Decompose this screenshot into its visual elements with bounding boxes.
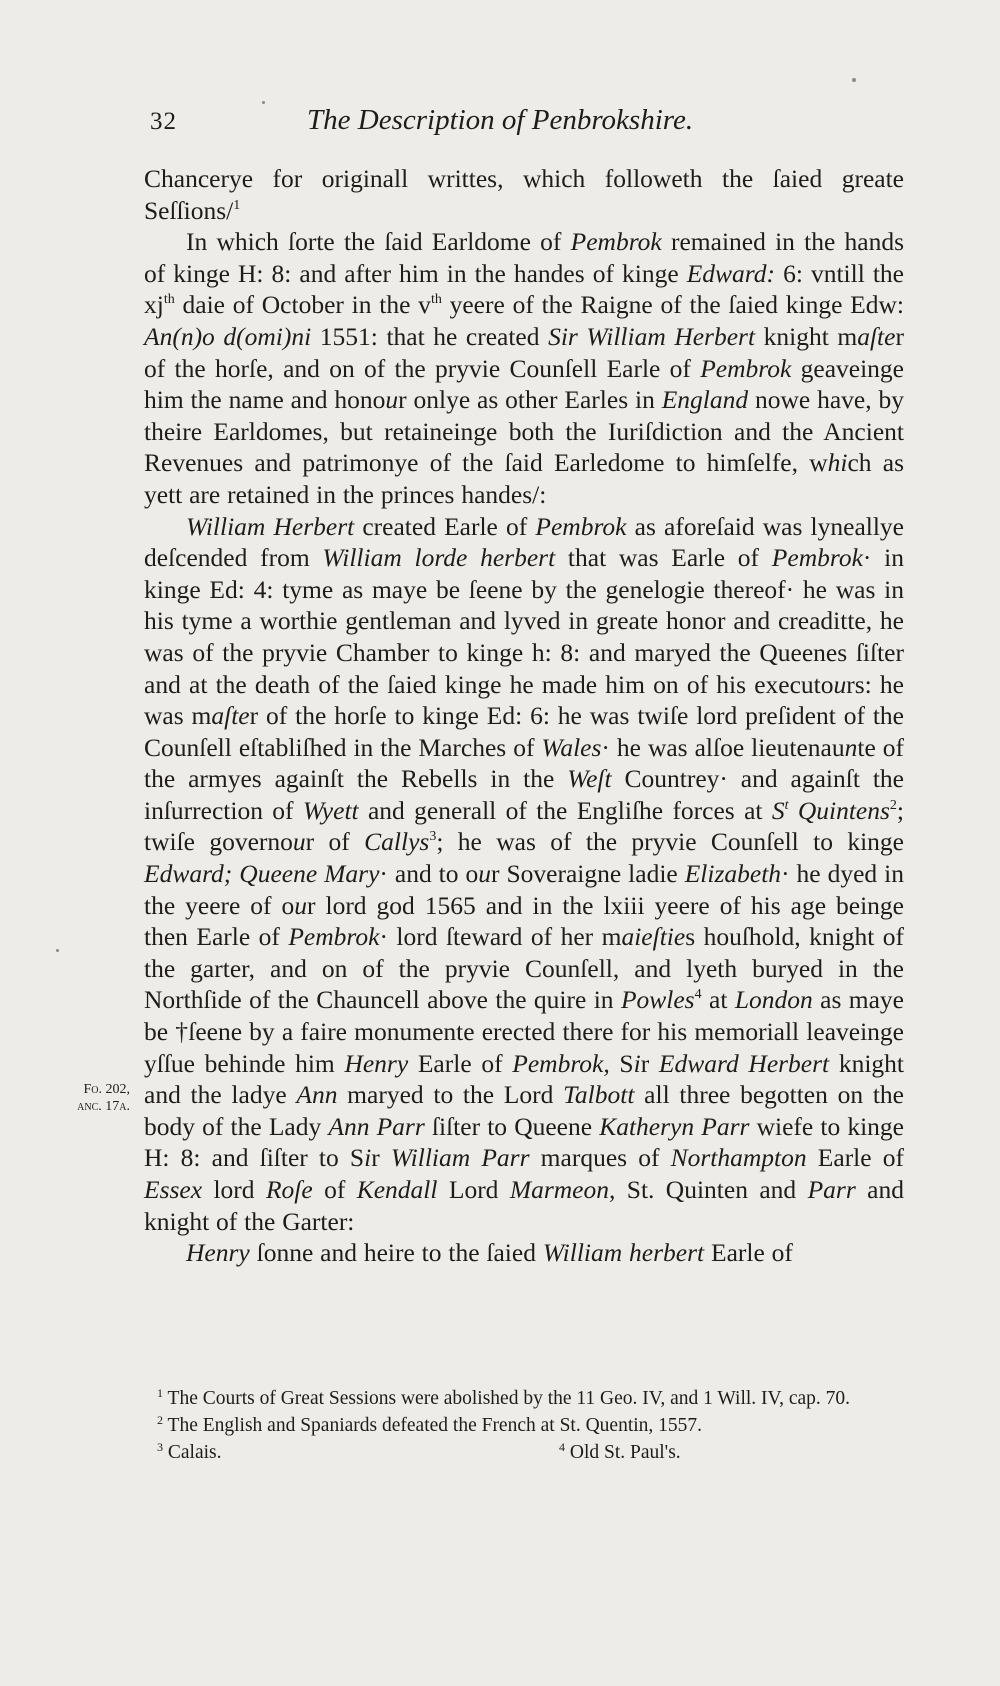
italic-text: Pembrok, [512,1048,610,1078]
text-run: · and to o [379,859,479,889]
text-run: r [371,1143,391,1173]
body-text [144,163,904,1269]
italic-text: Essex [144,1175,203,1204]
footnote-mark: 1 [157,1386,163,1400]
body-paragraph [144,1237,904,1269]
body-paragraph [144,226,904,510]
superscript-mark: 2 [889,797,897,813]
italic-text: Pembrok [771,543,863,573]
text-run: wiefe to kinge H: 8: and ſiſter to S [144,1111,905,1173]
text-run: of [312,1175,357,1204]
italic-text: Talbott [563,1080,635,1110]
text-run: ; twiſe governo [144,795,905,857]
italic-text: William Parr [390,1143,530,1173]
footnote-text: The Courts of Great Sessions were abolished by the 11 Geo. IV, and 1 Will. IV, cap. 70. [167,1388,851,1409]
text-run: s houſhold, knight of the garter, and on of the pryvie Counſell, and lyeth buryed in the Northſide of the Chauncell above the quire in [144,922,904,1015]
italic-text: Ann [296,1080,338,1110]
italic-text: S [771,795,785,825]
italic-text: Pembrok [700,353,792,383]
text-run: Countrey· and againſt the inſurrection of [144,764,904,825]
superscript-mark: t [784,797,789,813]
italic-text: Kendall [356,1175,438,1204]
italic-text: Elizabeth [684,859,782,889]
text-run: r of the horſe to kinge Ed: 6: he was twiſe lord preſident of the Counſell eſtabliſhed in the Marches of [144,701,904,762]
superscript-mark: th [430,292,442,308]
text-run: Earle of [806,1143,904,1173]
text-run: 1551: that he created [311,321,549,351]
italic-text: William Herbert [186,511,355,541]
text-run: at [701,985,735,1015]
italic-text: Northampton [670,1143,807,1173]
text-run: maryed to the Lord [337,1080,564,1110]
italic-text: u [294,890,308,920]
italic-text: u [292,827,306,857]
paper-speck [262,101,265,104]
paper-speck [852,78,856,82]
text-run: St. Quinten and [615,1175,808,1204]
text-run: all three begotten on the body of the Lady [144,1080,904,1141]
italic-text: Quintens [788,795,890,825]
text-run: S [609,1048,634,1078]
italic-text: London [734,985,813,1015]
italic-text: u [478,859,491,889]
text-run: marques of [529,1143,671,1173]
text-run: r of [305,827,365,857]
margin-note-line: Fo. 202, [83,1082,130,1097]
italic-text: Pembrok [535,511,627,541]
footnote-row [127,1439,903,1466]
page-number: 32 [150,108,177,135]
italic-text: Henry [344,1048,409,1078]
text-run: ch as yett are retained in the princes handes/: [144,448,904,509]
italic-text: William lorde herbert [322,543,556,573]
superscript-mark: 4 [694,987,702,1003]
italic-text: Henry [186,1238,250,1268]
footnote-1 [127,1385,903,1412]
italic-text: Powles [620,985,695,1015]
italic-text: aieſtie [621,922,686,952]
italic-text: England [661,385,749,415]
text-run: · he was alſoe lieutenau [601,732,845,762]
italic-text: n [844,732,858,762]
text-run: created Earle of [354,511,536,541]
text-run: that was Earle of [555,543,772,573]
footnote-mark: 2 [157,1413,163,1427]
text-run: r of the horſe, and on of the pryvie Counſell Earle of [144,321,904,383]
text-run: daie of October in the v [174,290,431,320]
italic-text: hi [827,448,848,478]
text-run: In which ſorte the ſaid Earldome of [186,227,571,257]
italic-text: Wales [541,732,602,762]
italic-text: Edward; Queene Mary [144,859,380,889]
italic-text: Pembrok [570,227,662,257]
italic-text: Pembrok [288,922,380,952]
superscript-mark: 3 [429,829,437,845]
text-run: geaveinge him the name and hono [144,353,905,415]
body-paragraph [144,163,904,226]
text-run: nowe have, by theire Earldomes, but retaineinge both the Iuriſdiction and the Ancient Revenues and patrimonye of the ſaid Earledome to himſelfe, w [144,385,904,478]
footnote-2 [127,1412,903,1439]
margin-note-folio [64,1081,130,1115]
text-run: yeere of the Raigne of the ſaied kinge Edw: [441,290,905,320]
italic-text: u [385,385,399,415]
italic-text: aſte [857,321,896,351]
text-run: knight m [755,321,858,351]
superscript-mark: 1 [233,197,241,213]
italic-text: An(n)o d(omi)ni [144,321,312,351]
text-run: Lord [437,1175,510,1204]
text-run: te of the armyes againſt the Rebells in the [144,732,904,794]
running-title: The Description of Penbrokshire. [307,104,694,136]
italic-text: Parr [807,1175,856,1204]
text-run: Earle of [704,1238,793,1268]
text-run: ſonne and heire to the ſaied [249,1238,543,1268]
text-run: r Soveraigne ladie [491,859,685,889]
footnote-text: The English and Spaniards defeated the French at St. Quentin, 1557. [167,1415,703,1436]
italic-text: Weſt [567,764,612,794]
italic-text: aſte [211,701,250,731]
superscript-mark: th [163,292,175,308]
text-run: · he dyed in the yeere of o [144,859,904,920]
text-run: ſiſter to Queene [424,1111,600,1141]
italic-text: Edward: [686,258,776,288]
text-run: 6: vntill the xj [144,258,904,320]
body-paragraph [144,511,904,1238]
italic-text: Katheryn Parr [599,1111,750,1141]
text-run: as aforeſaid was lyneallye deſcended from [144,511,904,573]
italic-text: Marmeon, [509,1175,616,1204]
text-run: remained in the hands of kinge H: 8: and after him in the handes of kinge [144,227,904,288]
text-run: rs: he was m [144,669,904,731]
italic-text: Ann Parr [328,1111,425,1141]
italic-text: Sir William Herbert [548,321,756,351]
text-run: · in kinge Ed: 4: tyme as maye be ſeene by the genelogie thereof· he was in his tyme a worthie gentleman and lyved in greate honor and creaditte, he was of the pryvie Chamber to kinge h: 8: and maryed the Queenes ſiſter and at the death of the ſaied kinge he made him on of his executo [144,543,904,699]
footnotes [127,1385,903,1466]
footnote-mark: 4 [559,1440,565,1454]
text-run: Earle of [408,1048,513,1078]
footnote-4 [559,1439,681,1466]
italic-text: i [364,1143,372,1173]
text-run: r onlye as other Earles in [398,385,662,415]
italic-text: Wyett [302,795,359,825]
text-run: r [640,1048,659,1078]
margin-note-line: anc. 17a. [77,1099,130,1114]
text-run: lord [202,1175,266,1204]
text-run: Chancerye for originall writtes, which followeth the ſaied greate Seſſions/ [144,164,904,225]
italic-text: William herbert [542,1238,705,1268]
text-run: as maye be †ſeene by a faire monumente erected there for his memoriall leaveinge yſſue behinde him [144,985,905,1078]
paper-speck [56,949,59,952]
text-run: ; he was of the pryvie Counſell to kinge [436,827,904,857]
footnote-text: Calais. [167,1442,222,1463]
footnote-text: Old St. Paul's. [569,1442,681,1463]
italic-text: Roſe [265,1175,313,1204]
text-run: and knight of the Garter: [144,1175,904,1236]
text-run: r lord god 1565 and in the lxiii yeere of his age beinge then Earle of [144,890,904,952]
italic-text: Callys [364,827,430,857]
text-run: knight and the ladye [144,1048,904,1110]
italic-text: i [633,1048,641,1078]
italic-text: u [833,669,847,699]
text-run: · lord ſteward of her m [379,922,622,952]
text-run: and generall of the Engliſhe forces at [358,795,772,825]
italic-text: Edward Herbert [658,1048,830,1078]
footnote-mark: 3 [157,1440,163,1454]
page-header [150,104,748,148]
footnote-3 [127,1439,559,1466]
